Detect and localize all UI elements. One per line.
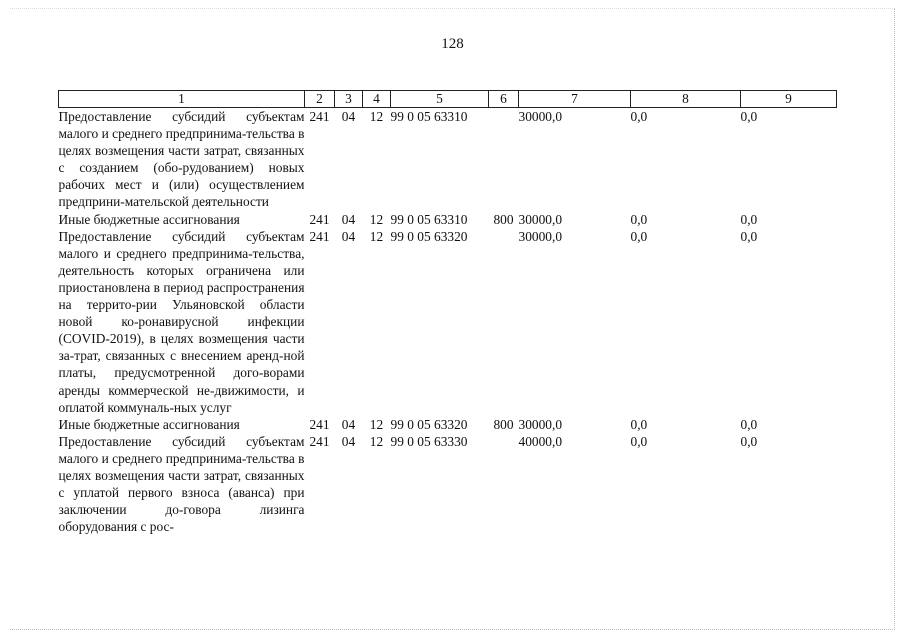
row-code-2: 241 xyxy=(309,416,330,432)
row-code-6 xyxy=(489,108,519,211)
col-header-4: 4 xyxy=(363,91,391,108)
row-code-2: 241 xyxy=(309,109,330,124)
row-value-7: 30000,0 xyxy=(518,211,563,227)
row-code-3: 04 xyxy=(341,211,356,227)
row-value-8: 0,0 xyxy=(630,211,648,227)
row-code-3: 04 xyxy=(341,228,356,244)
row-code-3: 04 xyxy=(341,433,356,449)
row-value-7: 30000,0 xyxy=(518,416,563,432)
row-value-9: 0,0 xyxy=(740,109,758,124)
row-code-2: 241 xyxy=(309,211,330,227)
row-code-4: 12 xyxy=(369,211,384,227)
row-code-4: 12 xyxy=(369,433,384,449)
row-code-5: 99 0 05 63310 xyxy=(390,211,468,227)
col-header-8: 8 xyxy=(631,91,741,108)
row-code-2: 241 xyxy=(309,433,330,449)
row-code-6 xyxy=(489,433,519,536)
row-value-9: 0,0 xyxy=(740,416,758,432)
row-value-8: 0,0 xyxy=(630,416,648,432)
row-code-2: 241 xyxy=(309,228,330,244)
row-value-7: 30000,0 xyxy=(518,228,563,244)
col-header-6: 6 xyxy=(489,91,519,108)
row-name: Предоставление субсидий субъектам малого и среднего предпринима-тельства в целях возмещения части затрат, связанных с созданием (обо-рудованием) новых рабочих мест и (или) осуществлением предприни-мательской деятельности xyxy=(58,109,305,210)
row-value-8: 0,0 xyxy=(630,109,648,124)
col-header-3: 3 xyxy=(335,91,363,108)
row-code-5: 99 0 05 63310 xyxy=(390,109,468,124)
row-name: Иные бюджетные ассигнования xyxy=(58,211,240,227)
row-code-6: 800 xyxy=(493,416,514,432)
col-header-7: 7 xyxy=(519,91,631,108)
row-value-7: 30000,0 xyxy=(518,109,563,124)
col-header-9: 9 xyxy=(741,91,837,108)
table-row xyxy=(59,211,837,228)
page-number: 128 xyxy=(441,36,464,52)
row-value-8: 0,0 xyxy=(630,228,648,244)
row-code-6 xyxy=(489,228,519,416)
row-value-9: 0,0 xyxy=(740,211,758,227)
col-header-5: 5 xyxy=(391,91,489,108)
table-row xyxy=(59,228,837,416)
col-header-1: 1 xyxy=(59,91,305,108)
row-code-5: 99 0 05 63330 xyxy=(390,433,468,449)
row-code-4: 12 xyxy=(369,228,384,244)
table-row xyxy=(59,416,837,433)
row-name: Иные бюджетные ассигнования xyxy=(58,416,240,432)
row-code-3: 04 xyxy=(341,416,356,432)
row-value-9: 0,0 xyxy=(740,228,758,244)
row-value-7: 40000,0 xyxy=(518,433,563,449)
table-row xyxy=(59,433,837,536)
row-code-6: 800 xyxy=(493,211,514,227)
row-name: Предоставление субсидий субъектам малого и среднего предпринима-тельства, деятельность которых ограничена или приостановлена в период распространения на террито-рии Ульяновской области новой ко-ронавирусной инфекции (COVID-2019), в целях возмещения части за-трат, связанных с внесением аренд-ной платы, предусмотренной дого-ворами аренды коммерческой не-движимости, и оплатой коммуналь-ных услуг xyxy=(58,228,305,415)
col-header-2: 2 xyxy=(305,91,335,108)
row-code-4: 12 xyxy=(369,416,384,432)
row-name: Предоставление субсидий субъектам малого и среднего предпринима-тельства в целях возмещения части затрат, связанных с уплатой первого взноса (аванса) при заключении до-говора лизинга оборудования с рос- xyxy=(58,433,305,535)
row-value-8: 0,0 xyxy=(630,433,648,449)
row-code-5: 99 0 05 63320 xyxy=(390,416,468,432)
row-value-9: 0,0 xyxy=(740,433,758,449)
header-row xyxy=(59,91,837,108)
row-code-4: 12 xyxy=(369,109,384,124)
budget-table xyxy=(58,90,837,535)
row-code-5: 99 0 05 63320 xyxy=(390,228,468,244)
table-row xyxy=(59,108,837,211)
row-code-3: 04 xyxy=(341,109,356,124)
